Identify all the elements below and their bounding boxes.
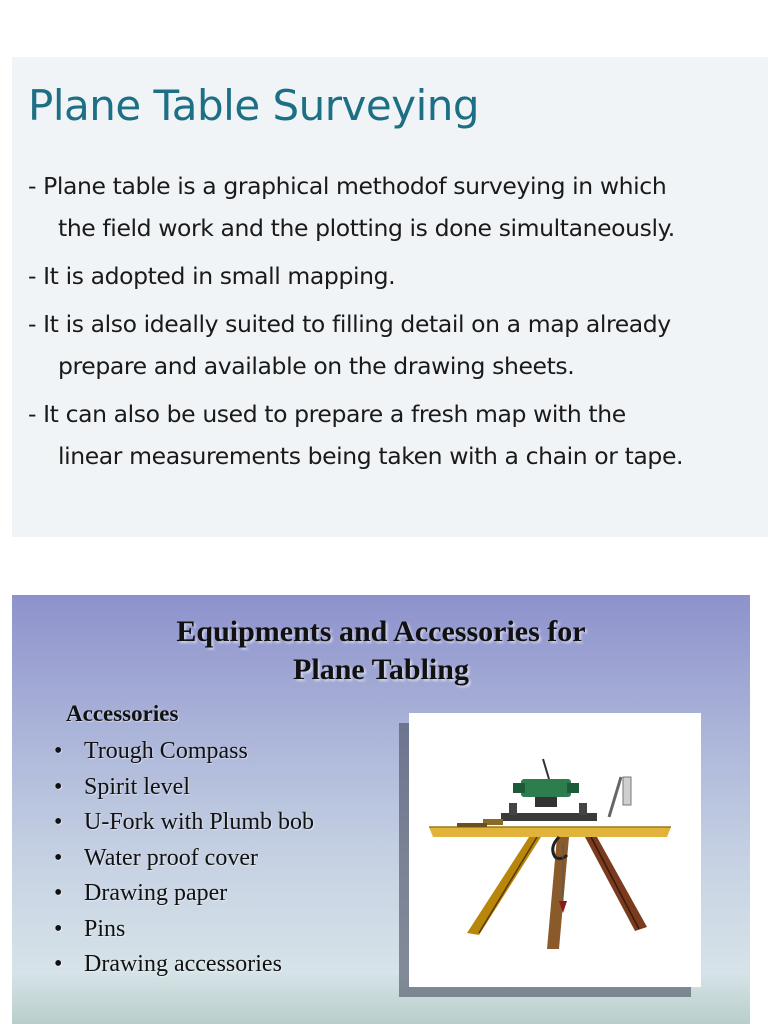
list-item-label: U-Fork with Plumb bob <box>84 809 315 835</box>
bullet-icon: • <box>54 844 63 871</box>
bullet-continuation: linear measurements being taken with a chain or tape. <box>58 442 684 470</box>
tripod-leg-middle <box>547 837 569 949</box>
list-item <box>54 805 314 841</box>
plane-table-illustration <box>409 713 701 987</box>
list-item-label: Spirit level <box>84 773 190 800</box>
bullet-line: - It is adopted in small mapping. <box>28 262 396 290</box>
plane-table-photo <box>409 713 701 987</box>
bullet-icon: • <box>54 880 63 906</box>
bullet-line: - It is also ideally suited to filling detail on a map already <box>28 310 671 338</box>
list-item-label: Water proof cover <box>84 844 258 871</box>
accessories-heading: Accessories <box>66 701 179 726</box>
slide-equipments-accessories <box>12 595 750 1024</box>
bullet-item <box>28 393 764 477</box>
bullet-icon: • <box>54 773 63 800</box>
bullet-item <box>28 255 764 297</box>
bullet-icon: • <box>54 915 63 942</box>
list-item-label: Drawing paper <box>84 880 228 906</box>
slide-title-line-2: Plane Tabling <box>293 653 469 686</box>
bullet-continuation: the field work and the plotting is done simultaneously. <box>58 214 675 242</box>
bullet-icon: • <box>54 809 63 835</box>
slide-title: Plane Table Surveying <box>28 81 480 130</box>
bullet-line: - Plane table is a graphical methodof surveying in which <box>28 172 667 200</box>
tripod-leg-left <box>467 837 541 935</box>
list-item <box>54 841 314 877</box>
list-item <box>54 770 314 806</box>
list-item-label: Pins <box>84 915 126 942</box>
bullet-list <box>28 165 764 483</box>
bullet-continuation: prepare and available on the drawing sheets. <box>58 352 575 380</box>
bullet-item <box>28 165 764 249</box>
list-item <box>54 912 314 948</box>
table-board <box>429 827 671 837</box>
list-item <box>54 734 314 770</box>
bullet-line: - It can also be used to prepare a fresh map with the <box>28 400 626 428</box>
list-item <box>54 947 314 983</box>
bullet-icon: • <box>54 738 63 764</box>
list-item-label: Drawing accessories <box>84 951 282 977</box>
bullet-icon: • <box>54 951 63 977</box>
telescope <box>521 779 571 797</box>
slide-title-line-1: Equipments and Accessories for <box>176 615 586 648</box>
slide-title <box>12 613 750 689</box>
list-item <box>54 876 314 912</box>
slide-plane-table-surveying <box>12 57 768 537</box>
accessories-list <box>54 734 314 983</box>
bullet-item <box>28 303 764 387</box>
list-item-label: Trough Compass <box>84 738 248 764</box>
